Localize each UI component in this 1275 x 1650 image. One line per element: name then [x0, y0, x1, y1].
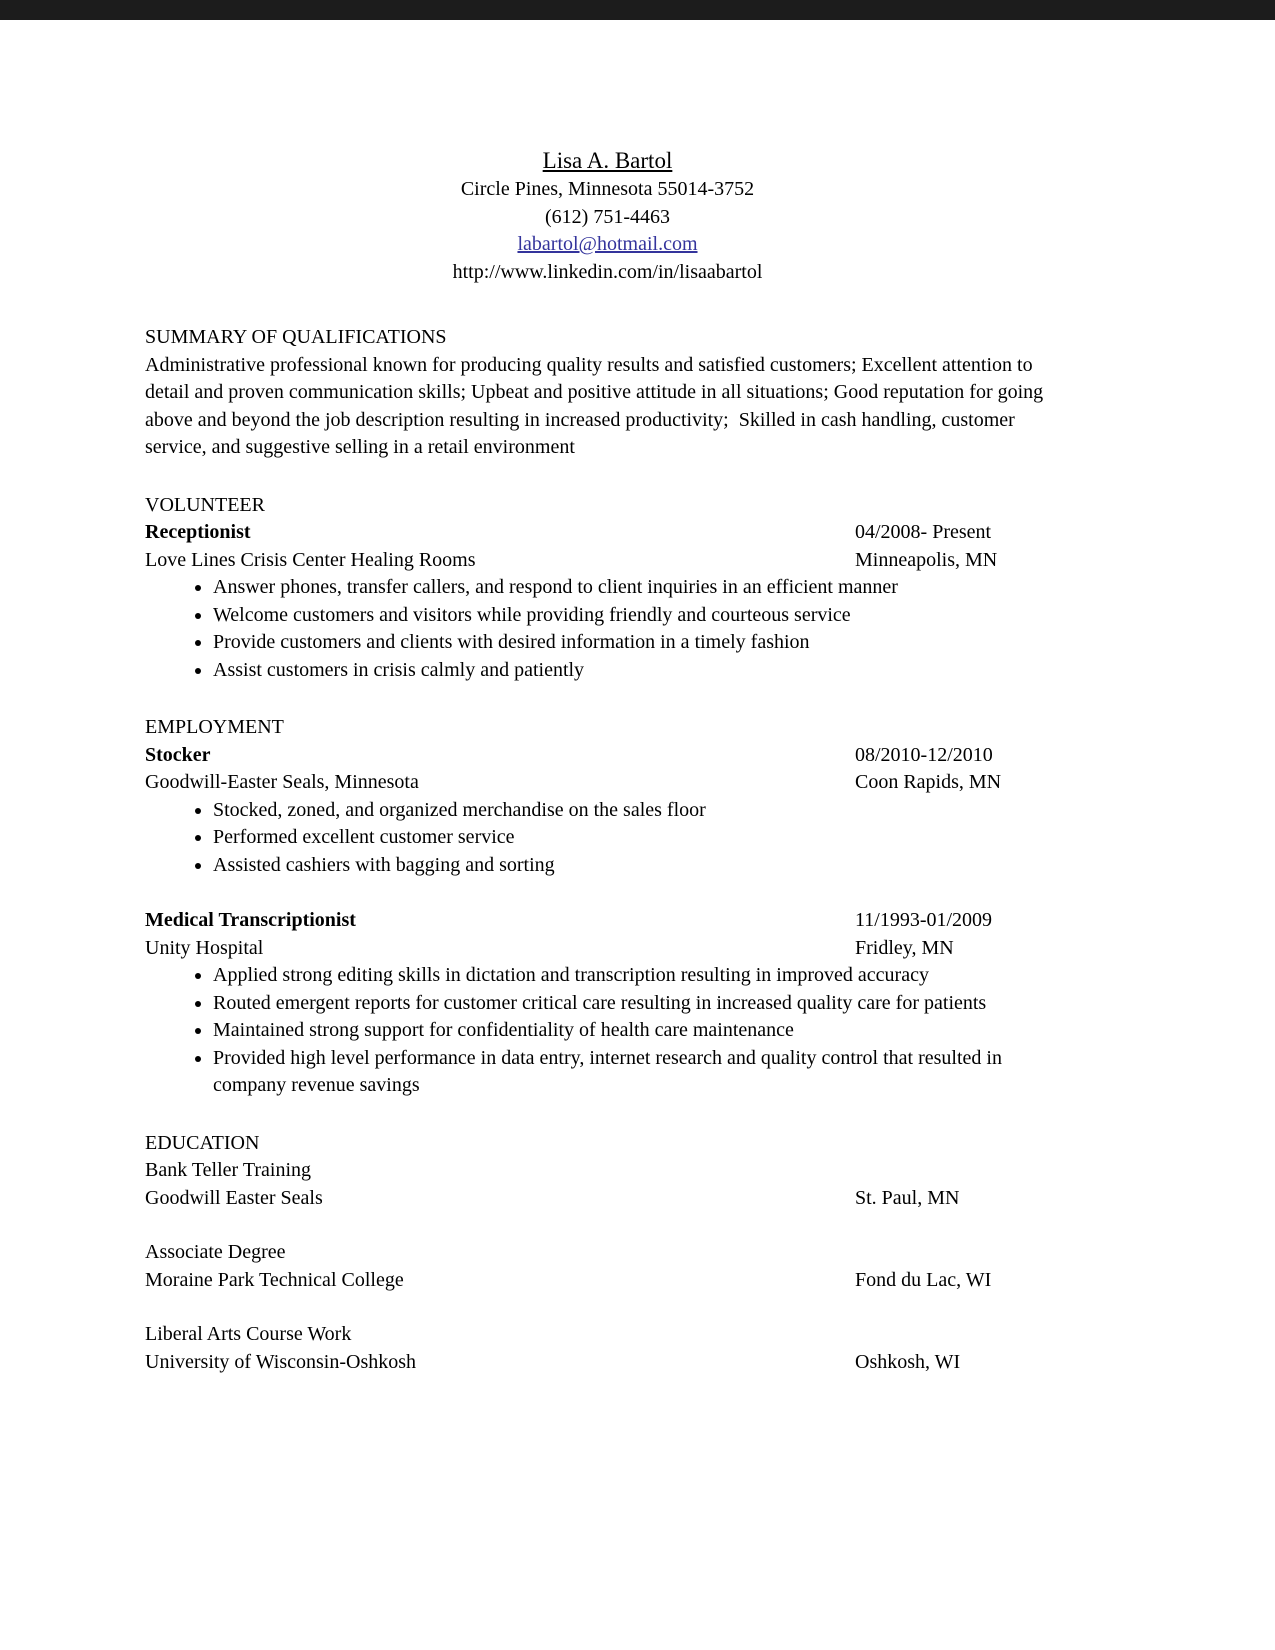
education-entry — [145, 1239, 1070, 1294]
job-location: Minneapolis, MN — [855, 548, 998, 571]
education-entry — [145, 1321, 1070, 1376]
job-title-row — [145, 742, 1070, 770]
volunteer-section — [145, 492, 1070, 685]
job-organization: Goodwill-Easter Seals, Minnesota — [145, 771, 419, 793]
job-location: Coon Rapids, MN — [855, 771, 1002, 793]
job-title-row — [145, 907, 1070, 935]
person-name: Lisa A. Bartol — [542, 148, 673, 173]
job-org-row — [145, 935, 1070, 963]
contact-header — [145, 146, 1070, 286]
bullet-item: • Assisted cashiers with bagging and sorting — [213, 852, 1070, 880]
education-title: Liberal Arts Course Work — [145, 1323, 352, 1345]
summary-text: Administrative professional known for producing quality results and satisfied customers; Excellent attention to detail and proven communication skills; Upbeat and positive attitude in all situations; Good reputation for going above and beyond the job description resulting in increased productivity; Skilled in cash handling, customer service, and suggestive selling in a retail environment — [145, 353, 1049, 458]
resume-page — [0, 20, 1275, 1376]
resume-content — [145, 146, 1070, 1376]
bullet-item: • Answer phones, transfer callers, and respond to client inquiries in an efficient manner — [213, 574, 1070, 602]
email-link[interactable]: labartol@hotmail.com — [517, 233, 698, 255]
education-organization: University of Wisconsin-Oshkosh — [145, 1350, 417, 1373]
employment-section — [145, 714, 1070, 1100]
education-org-row — [145, 1267, 1070, 1295]
job-title: Receptionist — [145, 521, 251, 543]
education-entry — [145, 1157, 1070, 1212]
bullet-item: • Provided high level performance in data entry, internet research and quality control that resulted in company revenue savings — [213, 1045, 1070, 1100]
phone-line: (612) 751-4463 — [545, 205, 670, 228]
job-org-row — [145, 769, 1070, 797]
education-org-row — [145, 1185, 1070, 1213]
job-dates: 11/1993-01/2009 — [855, 909, 993, 931]
employment-heading: EMPLOYMENT — [145, 716, 284, 738]
education-title: Associate Degree — [145, 1241, 286, 1263]
education-heading: EDUCATION — [145, 1131, 260, 1154]
education-location: Fond du Lac, WI — [855, 1268, 992, 1291]
education-location: St. Paul, MN — [855, 1186, 960, 1209]
education-section — [145, 1130, 1070, 1377]
bullet-item: • Stocked, zoned, and organized merchandise on the sales floor — [213, 797, 1070, 825]
bullet-item: • Welcome customers and visitors while providing friendly and courteous service — [213, 602, 1070, 630]
education-organization: Moraine Park Technical College — [145, 1268, 404, 1291]
bullet-item: • Applied strong editing skills in dictation and transcription resulting in improved accuracy — [213, 962, 1070, 990]
linkedin-url: http://www.linkedin.com/in/lisaabartol — [452, 260, 763, 283]
top-bar — [0, 0, 1275, 20]
education-organization: Goodwill Easter Seals — [145, 1186, 323, 1209]
education-org-row — [145, 1349, 1070, 1377]
bullet-item: • Performed excellent customer service — [213, 824, 1070, 852]
address-line: Circle Pines, Minnesota 55014-3752 — [460, 178, 755, 200]
job-organization: Unity Hospital — [145, 936, 264, 959]
job-title: Medical Transcriptionist — [145, 909, 356, 931]
job-location: Fridley, MN — [855, 936, 954, 959]
job-dates: 04/2008- Present — [855, 521, 992, 543]
job-dates: 08/2010-12/2010 — [855, 743, 993, 766]
job-organization: Love Lines Crisis Center Healing Rooms — [145, 548, 476, 571]
job-org-row — [145, 547, 1070, 575]
bullet-list — [145, 797, 1070, 880]
bullet-list — [145, 962, 1070, 1100]
education-location: Oshkosh, WI — [855, 1350, 961, 1373]
bullet-item: • Maintained strong support for confidentiality of health care maintenance — [213, 1017, 1070, 1045]
job-title-row — [145, 519, 1070, 547]
bullet-item: • Routed emergent reports for customer critical care resulting in increased quality care for patients — [213, 990, 1070, 1018]
bullet-list — [145, 574, 1070, 684]
employment-entry — [145, 742, 1070, 880]
volunteer-heading: VOLUNTEER — [145, 493, 265, 516]
email-line — [145, 231, 1070, 259]
education-title: Bank Teller Training — [145, 1159, 312, 1181]
employment-entry — [145, 907, 1070, 1100]
summary-section — [145, 324, 1070, 462]
bullet-item: • Assist customers in crisis calmly and patiently — [213, 657, 1070, 685]
bullet-item: • Provide customers and clients with desired information in a timely fashion — [213, 629, 1070, 657]
job-title: Stocker — [145, 743, 211, 766]
summary-heading: SUMMARY OF QUALIFICATIONS — [145, 326, 447, 348]
